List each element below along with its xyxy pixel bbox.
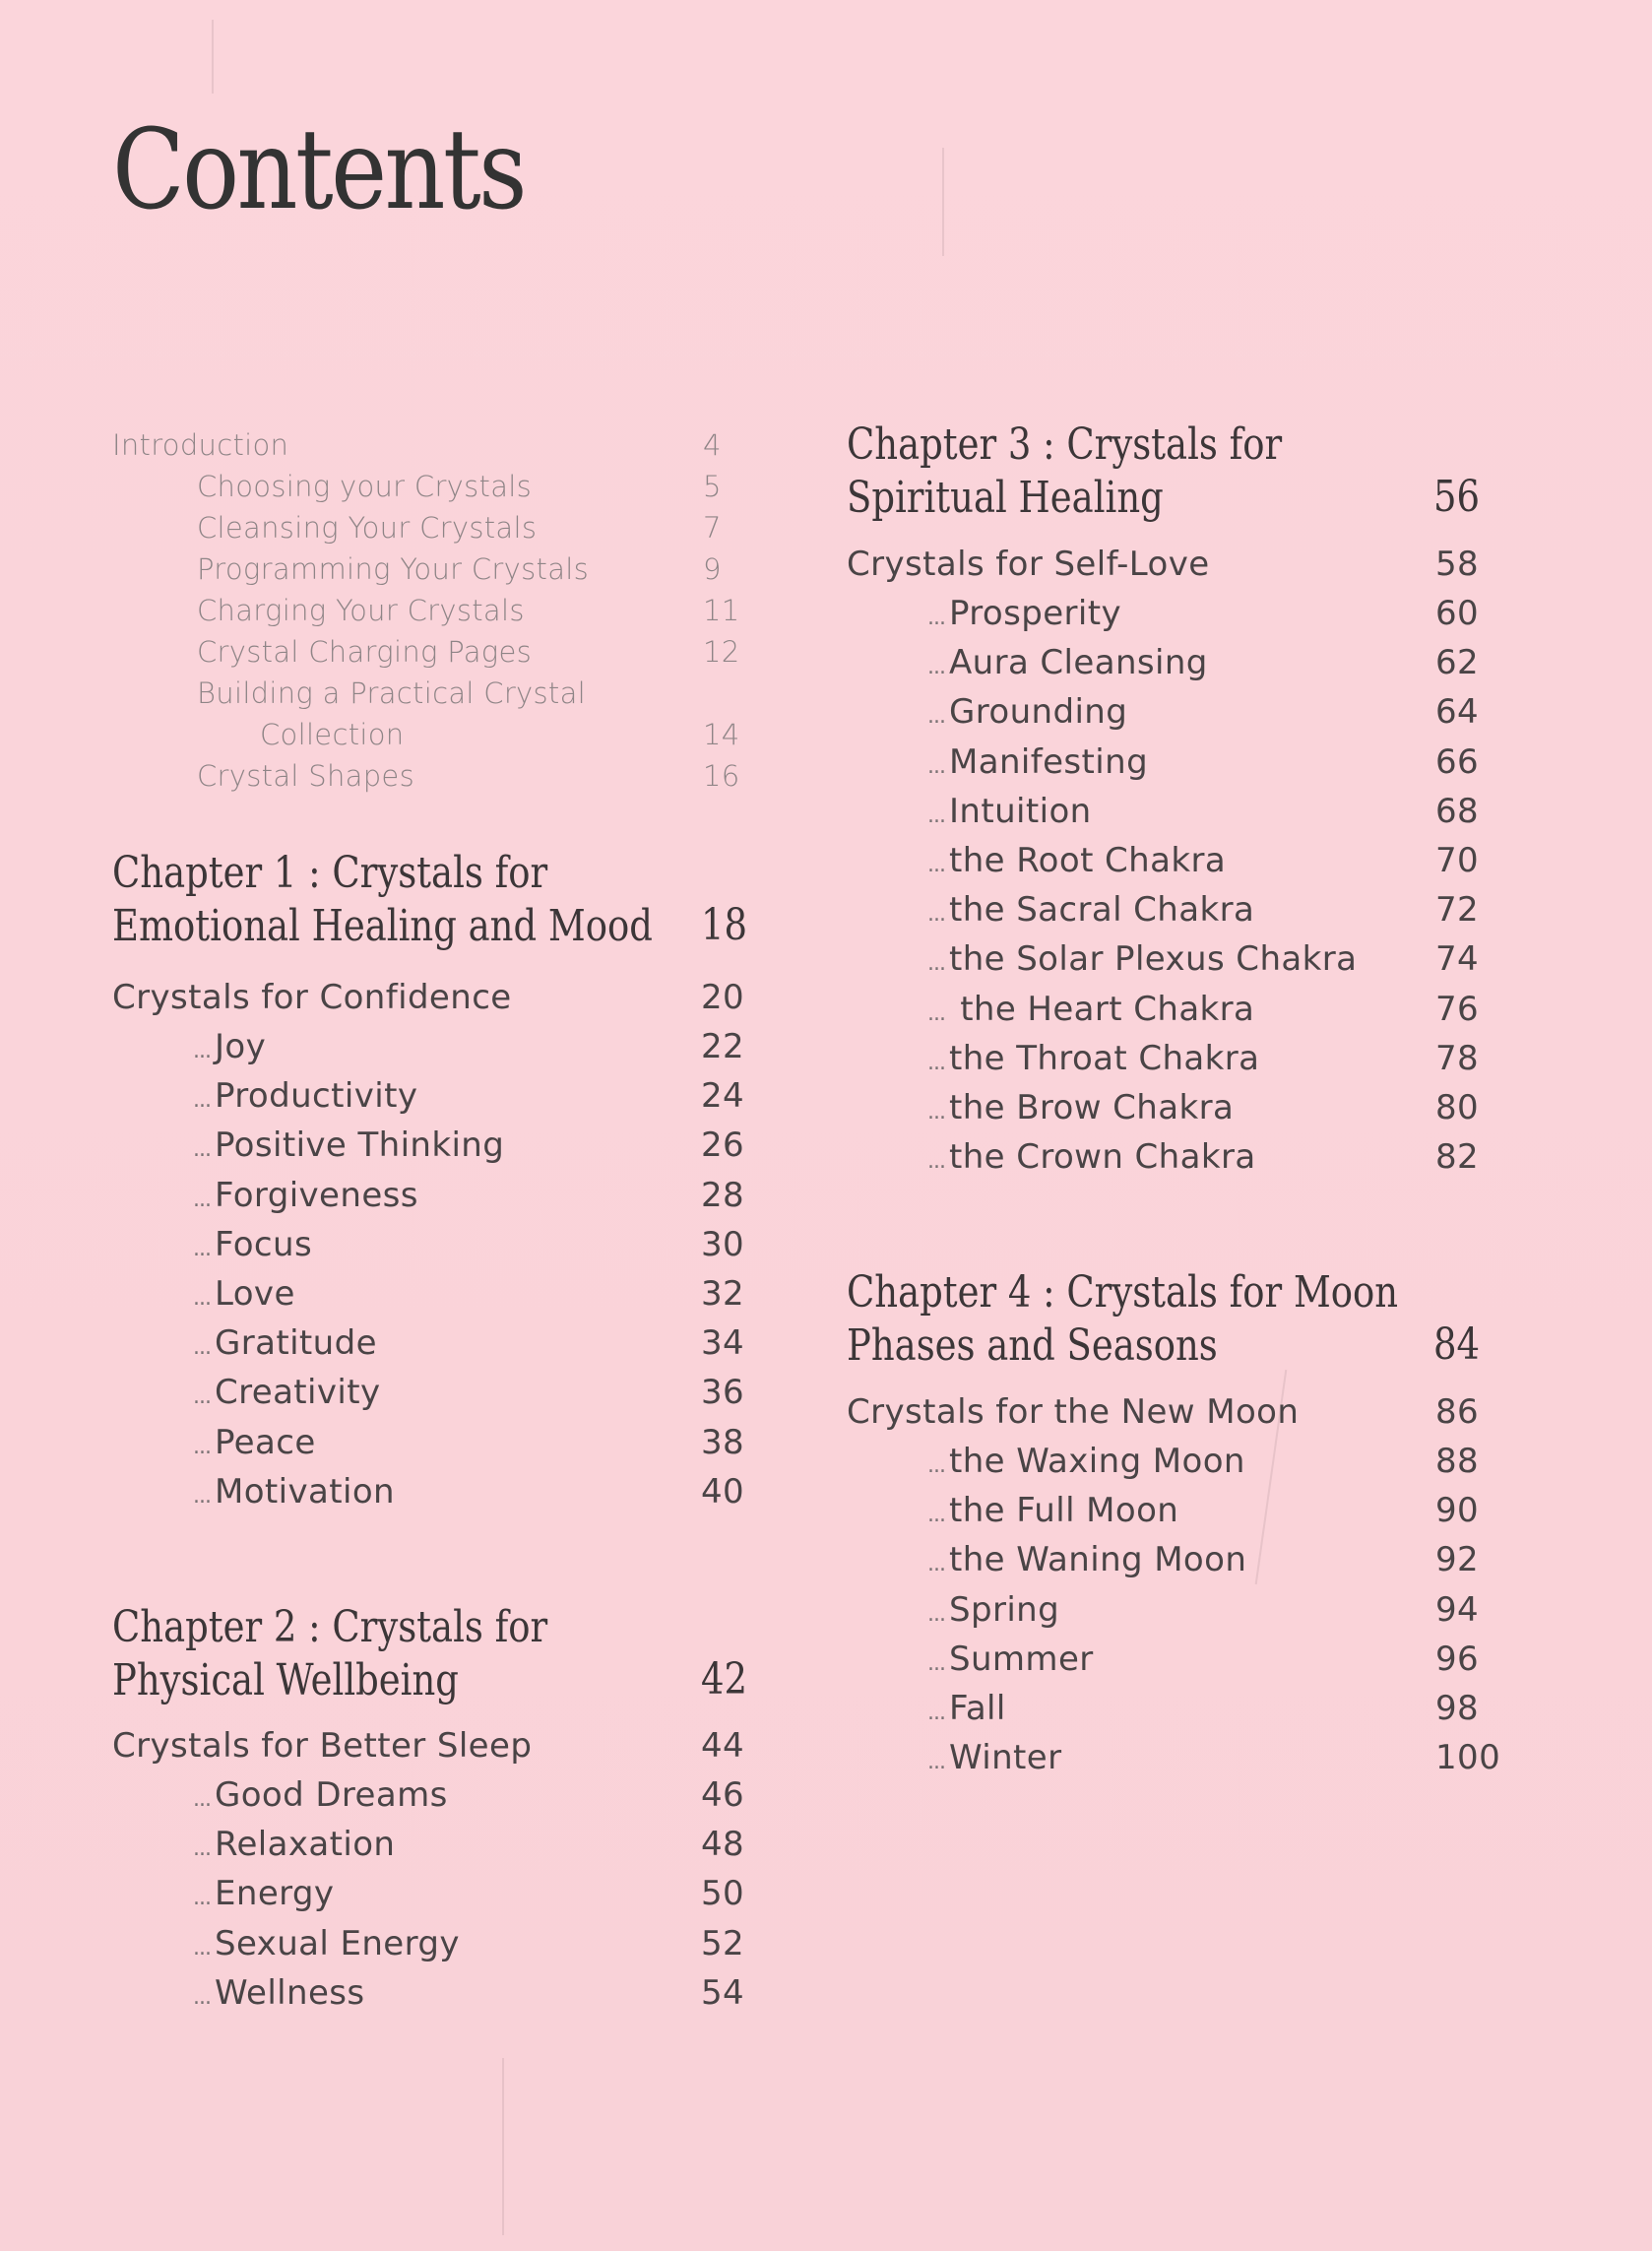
toc-entry-label: Positive Thinking: [214, 1126, 505, 1166]
toc-page-number: 58: [1435, 545, 1480, 584]
toc-page-number: 80: [1435, 1088, 1480, 1127]
toc-entry-label: the Crown Chakra: [948, 1137, 1256, 1178]
ellipsis-marker: ...: [193, 1984, 211, 2010]
ellipsis-marker: ...: [927, 902, 945, 928]
toc-page-number: 76: [1435, 989, 1480, 1029]
toc-page-number: 28: [701, 1175, 745, 1215]
ellipsis-marker: ...: [927, 1100, 945, 1125]
ellipsis-marker: ...: [927, 1552, 945, 1577]
ellipsis-marker: ...: [927, 853, 945, 877]
ellipsis-marker: ...: [927, 1000, 945, 1026]
toc-page-number: 54: [701, 1972, 745, 2013]
ellipsis-marker: ...: [927, 606, 945, 630]
toc-entry-sub[interactable]: [927, 1689, 1480, 1728]
toc-entry-sub[interactable]: [193, 1923, 745, 1963]
toc-page-number: 44: [701, 1726, 745, 1766]
toc-page-number: 20: [701, 978, 745, 1017]
toc-entry[interactable]: [197, 511, 722, 545]
chapter-heading[interactable]: [112, 1601, 748, 1707]
toc-entry-label: Aura Cleansing: [948, 643, 1208, 683]
toc-entry-label: Charging Your Crystals: [197, 594, 525, 627]
toc-entry-sub[interactable]: [193, 1224, 745, 1264]
ellipsis-marker: ...: [193, 1384, 211, 1410]
toc-entry-sub[interactable]: [927, 791, 1480, 831]
toc-entry-label: Prosperity: [948, 594, 1122, 633]
toc-entry-sub[interactable]: [193, 1323, 745, 1364]
toc-entry[interactable]: [197, 470, 722, 503]
toc-page-number: 60: [1435, 594, 1480, 633]
toc-entry-sub[interactable]: [927, 1639, 1480, 1679]
toc-entry-label: the Root Chakra: [948, 841, 1227, 880]
toc-page-number: 16: [703, 759, 740, 793]
toc-entry-sub[interactable]: [927, 1038, 1480, 1078]
ellipsis-marker: ...: [193, 1434, 211, 1459]
toc-entry-sub[interactable]: [193, 1825, 745, 1865]
toc-page-number: 4: [703, 428, 722, 462]
toc-entry-label: Collection: [260, 718, 405, 751]
toc-entry-label: the Sacral Chakra: [948, 890, 1255, 931]
ellipsis-marker: ...: [927, 704, 945, 730]
toc-entry-label: Sexual Energy: [214, 1923, 460, 1963]
chapter-heading[interactable]: [112, 847, 755, 953]
ellipsis-marker: ...: [193, 1088, 211, 1114]
toc-page-number: 62: [1435, 643, 1480, 683]
toc-entry-label: Good Dreams: [214, 1775, 448, 1815]
toc-entry-sub[interactable]: [927, 841, 1480, 880]
toc-entry-label: the Solar Plexus Chakra: [948, 939, 1358, 980]
toc-page-number: 5: [703, 470, 722, 503]
toc-entry-label: Wellness: [214, 1972, 365, 2013]
ellipsis-marker: ...: [193, 1935, 211, 1961]
toc-entry-label: Crystals for Confidence: [112, 978, 512, 1017]
toc-page-number: 66: [1435, 741, 1480, 782]
toc-entry[interactable]: [197, 635, 740, 669]
toc-entry-sub[interactable]: [193, 1775, 745, 1815]
toc-entry[interactable]: [197, 759, 740, 793]
toc-page-number: 34: [701, 1323, 745, 1364]
chapter-title-line2: Physical Wellbeing: [112, 1655, 459, 1705]
toc-entry-sub[interactable]: [927, 989, 1480, 1029]
toc-entry-label: Focus: [214, 1224, 313, 1264]
toc-entry-label: Summer: [948, 1639, 1094, 1679]
toc-entry-label: Spring: [948, 1589, 1060, 1630]
toc-entry-sub[interactable]: [927, 1088, 1480, 1127]
toc-entry-label: Fall: [948, 1689, 1006, 1728]
chapter-heading[interactable]: [847, 418, 1481, 525]
ellipsis-marker: ...: [927, 803, 945, 828]
toc-entry-label: Creativity: [214, 1373, 381, 1413]
toc-entry[interactable]: [197, 676, 586, 710]
ellipsis-marker: ...: [927, 1149, 945, 1175]
ellipsis-marker: ...: [927, 1701, 945, 1725]
ellipsis-marker: ...: [193, 1787, 211, 1812]
toc-entry-label: Forgiveness: [214, 1175, 418, 1215]
toc-entry-main[interactable]: [112, 978, 745, 1017]
toc-entry-label: Energy: [214, 1874, 335, 1914]
chapter-page-number: 42: [701, 1654, 748, 1704]
toc-entry-sub[interactable]: [193, 1126, 745, 1166]
toc-entry-sub[interactable]: [927, 890, 1480, 931]
toc-entry-label: Crystals for the New Moon: [847, 1392, 1300, 1432]
toc-page-number: 70: [1435, 841, 1480, 880]
ellipsis-marker: ...: [927, 1050, 945, 1075]
toc-page-number: 52: [701, 1923, 745, 1963]
toc-entry-label: Crystals for Self-Love: [847, 545, 1210, 584]
toc-page-number: 36: [701, 1373, 745, 1413]
page-title: Contents: [112, 106, 525, 234]
ellipsis-marker: ...: [193, 1137, 211, 1163]
ellipsis-marker: ...: [193, 1335, 211, 1361]
toc-page-number: 98: [1435, 1689, 1480, 1728]
toc-entry-label: Relaxation: [214, 1825, 396, 1865]
ellipsis-marker: ...: [927, 753, 945, 779]
paper-scratch: [502, 2058, 504, 2235]
chapter-title-line1: Chapter 1 : Crystals for: [112, 848, 548, 898]
toc-entry-label: the Waxing Moon: [948, 1442, 1245, 1481]
toc-page-number: 92: [1435, 1540, 1480, 1580]
toc-entry-label: Motivation: [214, 1471, 395, 1511]
toc-page-number: 82: [1435, 1137, 1480, 1178]
ellipsis-marker: ...: [193, 1836, 211, 1862]
toc-entry-sub[interactable]: [927, 1137, 1480, 1178]
ellipsis-marker: ...: [193, 1483, 211, 1509]
toc-entry-sub[interactable]: [927, 741, 1480, 782]
ellipsis-marker: ...: [193, 1286, 211, 1311]
toc-page-number: 40: [701, 1471, 745, 1511]
toc-page-number: 100: [1435, 1738, 1501, 1778]
chapter-page-number: 56: [1433, 472, 1481, 522]
toc-entry-main[interactable]: [112, 1726, 745, 1766]
chapter-title-line1: Chapter 3 : Crystals for: [847, 419, 1283, 470]
toc-page-number: 11: [703, 594, 740, 627]
toc-page-number: 7: [703, 511, 722, 545]
toc-entry-sub[interactable]: [193, 1076, 745, 1117]
toc-entry-sub[interactable]: [927, 643, 1480, 683]
toc-entry[interactable]: [197, 594, 740, 627]
toc-page-number: 88: [1435, 1442, 1480, 1481]
ellipsis-marker: ...: [927, 1503, 945, 1528]
toc-entry-label: Gratitude: [214, 1323, 377, 1364]
toc-page-number: 50: [701, 1874, 745, 1914]
paper-scratch: [212, 20, 214, 94]
toc-entry-sub[interactable]: [193, 1471, 745, 1511]
toc-page-number: 96: [1435, 1639, 1480, 1679]
toc-page-number: 9: [703, 552, 722, 586]
toc-entry-sub[interactable]: [193, 1175, 745, 1215]
toc-page-number: 12: [703, 635, 740, 669]
ellipsis-marker: ...: [193, 1187, 211, 1212]
toc-entry-label: Programming Your Crystals: [197, 552, 590, 586]
toc-entry-introduction[interactable]: [112, 428, 722, 462]
toc-entry-label: Crystals for Better Sleep: [112, 1726, 533, 1766]
toc-page-number: 46: [701, 1775, 745, 1815]
toc-page-number: 64: [1435, 692, 1480, 733]
chapter-page-number: 18: [701, 900, 748, 950]
toc-entry-label: the Brow Chakra: [948, 1088, 1235, 1127]
ellipsis-marker: ...: [927, 951, 945, 977]
toc-entry-sub[interactable]: [193, 1274, 745, 1314]
toc-entry-label: Crystal Charging Pages: [197, 635, 533, 669]
ellipsis-marker: ...: [927, 1601, 945, 1627]
toc-page-number: 72: [1435, 890, 1480, 931]
toc-page-number: 74: [1435, 939, 1480, 980]
toc-entry-label: Building a Practical Crystal: [197, 676, 587, 710]
toc-page-number: 22: [701, 1027, 745, 1066]
toc-entry-sub[interactable]: [927, 1589, 1480, 1630]
toc-entry-sub[interactable]: [193, 1373, 745, 1413]
toc-entry-label: Introduction: [112, 428, 289, 462]
toc-entry-sub[interactable]: [927, 1442, 1480, 1481]
toc-entry-main[interactable]: [847, 545, 1480, 584]
toc-entry-sub[interactable]: [927, 692, 1480, 733]
chapter-title-line1: Chapter 4 : Crystals for Moon: [847, 1267, 1399, 1318]
toc-page-number: 30: [701, 1224, 745, 1264]
ellipsis-marker: ...: [927, 1750, 945, 1775]
toc-page-number: 24: [701, 1076, 745, 1117]
toc-entry[interactable]: [197, 552, 722, 586]
toc-page-number: 48: [701, 1825, 745, 1865]
toc-entry-sub[interactable]: [193, 1874, 745, 1914]
toc-entry[interactable]: [260, 718, 740, 751]
toc-entry-label: Choosing your Crystals: [197, 470, 533, 503]
toc-entry-label: Grounding: [948, 692, 1128, 733]
toc-page-number: 14: [703, 718, 740, 751]
chapter-page-number: 84: [1433, 1319, 1481, 1370]
toc-entry-label: Manifesting: [948, 741, 1149, 782]
toc-page-number: 26: [701, 1126, 745, 1166]
toc-entry-sub[interactable]: [927, 594, 1480, 633]
toc-entry-sub[interactable]: [193, 1027, 745, 1066]
paper-scratch: [942, 148, 944, 256]
ellipsis-marker: ...: [927, 1650, 945, 1676]
ellipsis-marker: ...: [193, 1039, 211, 1063]
ellipsis-marker: ...: [193, 1236, 211, 1261]
toc-entry-label: Intuition: [948, 791, 1092, 831]
toc-page-number: 86: [1435, 1392, 1480, 1432]
toc-entry-label: Love: [214, 1274, 295, 1314]
chapter-title-line1: Chapter 2 : Crystals for: [112, 1602, 548, 1652]
toc-entry-label: the Full Moon: [948, 1491, 1179, 1531]
toc-page-number: 32: [701, 1274, 745, 1314]
toc-entry-sub[interactable]: [927, 939, 1480, 980]
toc-entry-label: Crystal Shapes: [197, 759, 414, 793]
ellipsis-marker: ...: [193, 1886, 211, 1911]
toc-entry-label: Cleansing Your Crystals: [197, 511, 538, 545]
chapter-heading[interactable]: [847, 1266, 1503, 1373]
toc-entry-sub[interactable]: [927, 1491, 1480, 1531]
toc-entry-label: Winter: [948, 1738, 1062, 1778]
toc-entry-sub[interactable]: [927, 1738, 1501, 1778]
toc-entry-label: Productivity: [214, 1076, 418, 1117]
toc-page-number: 68: [1435, 791, 1480, 831]
toc-page-number: 78: [1435, 1038, 1480, 1078]
ellipsis-marker: ...: [927, 655, 945, 680]
toc-entry-label: the Waning Moon: [948, 1540, 1247, 1580]
toc-entry-label: the Throat Chakra: [948, 1038, 1260, 1078]
chapter-title-line2: Emotional Healing and Mood: [112, 901, 653, 951]
toc-entry-sub[interactable]: [927, 1540, 1480, 1580]
toc-entry-sub[interactable]: [193, 1972, 745, 2013]
toc-entry-label: Joy: [214, 1027, 267, 1066]
toc-entry-sub[interactable]: [193, 1422, 745, 1462]
toc-page-number: 38: [701, 1422, 745, 1462]
chapter-title-line2: Spiritual Healing: [847, 473, 1164, 523]
ellipsis-marker: ...: [927, 1453, 945, 1478]
chapter-title-line2: Phases and Seasons: [847, 1320, 1218, 1371]
toc-entry-main[interactable]: [847, 1392, 1480, 1432]
toc-page-number: 94: [1435, 1589, 1480, 1630]
toc-entry-label: Peace: [214, 1422, 316, 1462]
toc-page-number: 90: [1435, 1491, 1480, 1531]
toc-entry-label: the Heart Chakra: [948, 989, 1255, 1029]
